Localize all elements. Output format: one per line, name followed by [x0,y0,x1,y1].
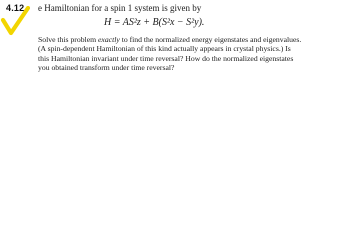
emphasis-exactly: exactly [98,35,120,44]
problem-intro: e Hamiltonian for a spin 1 system is given by [38,3,202,13]
statement-line-2: (A spin-dependent Hamiltonian of this kind actually appears in crystal physics.) Is [38,44,291,54]
problem-number: 4.12 [6,3,25,13]
statement-line-4: you obtained transform under time reversal? [38,63,175,73]
statement-line-1-start: Solve this problem [38,35,99,44]
statement-line-3: this Hamiltonian invariant under time reversal? How do the normalized eigenstates [38,53,294,63]
textbook-page [0,0,350,92]
statement-line-1 [38,35,346,44]
hamiltonian-equation: H = AS²z + B(S²x − S²y). [104,17,205,28]
problem-statement [38,35,346,73]
statement-line-1-end: to find the normalized energy eigenstates and eigenvalues. [119,35,302,44]
